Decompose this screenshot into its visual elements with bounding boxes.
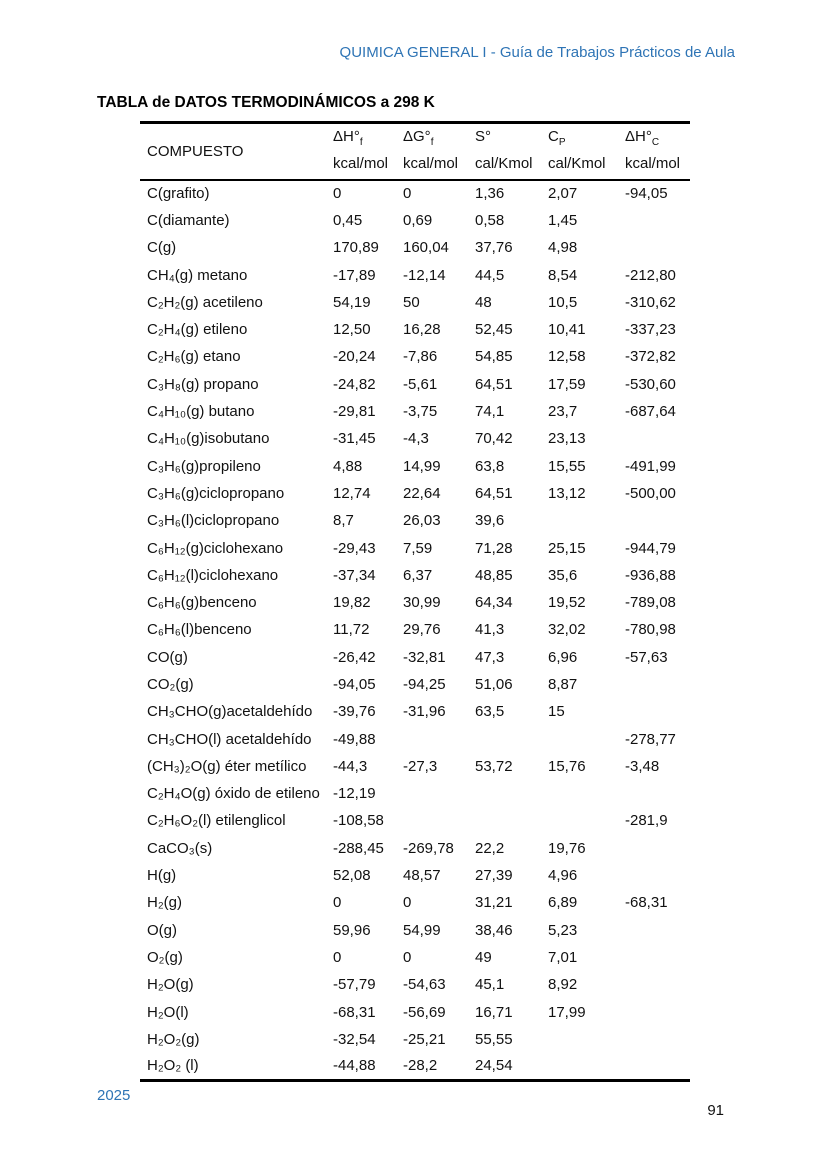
cell-dgf: 0,69 — [403, 211, 433, 229]
cell-cp — [545, 780, 622, 807]
cell-dgf: -32,81 — [403, 648, 446, 666]
cell-dhc — [622, 862, 690, 889]
cell-s: 45,1 — [475, 976, 505, 994]
cell-dhf: -12,19 — [333, 785, 376, 803]
table-body — [140, 180, 690, 1081]
cell-s: 71,28 — [475, 539, 513, 557]
cell-dhc — [622, 835, 690, 862]
cell-s: 53,72 — [475, 757, 513, 775]
page-title: TABLA de DATOS TERMODINÁMICOS a 298 K — [97, 94, 435, 111]
cell-dhf: 0 — [333, 948, 342, 966]
cell-dhf: -29,81 — [333, 403, 376, 421]
table-row — [140, 725, 690, 752]
cell-s: 39,6 — [475, 512, 505, 530]
cell-compuesto: H₂O₂ (l) — [147, 1057, 199, 1075]
cell-dgf: 160,04 — [403, 239, 449, 257]
cell-dgf — [400, 780, 472, 807]
cell-s: 24,54 — [475, 1057, 513, 1075]
cell-compuesto: C₃H₈(g) propano — [147, 375, 259, 393]
cell-dhc — [622, 507, 690, 534]
cell-compuesto: CH₃CHO(l) acetaldehído — [147, 730, 312, 748]
cell-dhc — [622, 917, 690, 944]
cell-dhc — [622, 944, 690, 971]
cell-compuesto: (CH₃)₂O(g) éter metílico — [147, 757, 307, 775]
cell-s: 63,5 — [475, 703, 505, 721]
cell-dhc — [622, 234, 690, 261]
cell-dhc — [622, 780, 690, 807]
cell-dhc: -500,00 — [625, 484, 676, 502]
cell-dgf: 0 — [403, 894, 412, 912]
cell-dgf: 50 — [403, 293, 420, 311]
cell-dhf: 52,08 — [333, 867, 371, 885]
cell-dhf: -32,54 — [333, 1030, 376, 1048]
table-row — [140, 507, 690, 534]
cell-compuesto: C₆H₆(l)benceno — [147, 621, 252, 639]
table-row — [140, 644, 690, 671]
cell-dhc: -337,23 — [625, 321, 676, 339]
cell-cp: 4,96 — [548, 867, 578, 885]
cell-dhf: -31,45 — [333, 430, 376, 448]
cell-s — [472, 780, 545, 807]
col-symbol-sub: P — [558, 137, 566, 149]
cell-dhf: -44,88 — [333, 1057, 376, 1075]
cell-s: 70,42 — [475, 430, 513, 448]
table-row — [140, 698, 690, 725]
cell-dhf: 59,96 — [333, 921, 371, 939]
table-row — [140, 1053, 690, 1080]
cell-dhc: -310,62 — [625, 293, 676, 311]
table-row — [140, 534, 690, 561]
cell-dhc: -3,48 — [625, 757, 660, 775]
cell-s — [472, 725, 545, 752]
cell-dgf: 30,99 — [403, 594, 441, 612]
cell-s: 0,58 — [475, 211, 505, 229]
col-unit-s: cal/Kmol — [475, 155, 533, 173]
cell-cp: 17,99 — [548, 1003, 586, 1021]
cell-compuesto: H(g) — [147, 867, 177, 885]
cell-s: 38,46 — [475, 921, 513, 939]
thermodynamic-table-container — [140, 121, 690, 1082]
col-symbol-sub: f — [359, 137, 363, 149]
thermodynamic-table — [140, 121, 690, 1082]
col-symbol-s — [475, 129, 545, 148]
cell-dgf: -56,69 — [403, 1003, 446, 1021]
col-symbol-sub: f — [430, 137, 434, 149]
table-row — [140, 889, 690, 916]
table-row — [140, 807, 690, 834]
cell-s: 49 — [475, 948, 492, 966]
cell-dgf: -94,25 — [403, 675, 446, 693]
table-row — [140, 616, 690, 643]
cell-dgf: -54,63 — [403, 976, 446, 994]
cell-dhf: -68,31 — [333, 1003, 376, 1021]
cell-cp: 15,55 — [548, 457, 586, 475]
col-symbol-main: ΔH° — [625, 128, 652, 146]
cell-dgf: 14,99 — [403, 457, 441, 475]
column-header-dgf — [400, 123, 472, 180]
col-symbol-main: C — [548, 128, 559, 146]
cell-cp: 17,59 — [548, 375, 586, 393]
cell-compuesto: C₃H₆(g)ciclopropano — [147, 484, 285, 502]
cell-cp: 4,98 — [548, 239, 578, 257]
cell-cp: 2,07 — [548, 185, 578, 203]
cell-cp: 10,41 — [548, 321, 586, 339]
cell-cp: 15,76 — [548, 757, 586, 775]
col-symbol-cp — [548, 129, 622, 148]
cell-cp: 8,87 — [548, 675, 578, 693]
cell-dhc — [622, 698, 690, 725]
cell-compuesto: C₆H₁₂(g)ciclohexano — [147, 539, 284, 557]
cell-compuesto: C₃H₆(l)ciclopropano — [147, 512, 280, 530]
cell-dgf: 26,03 — [403, 512, 441, 530]
cell-compuesto: C₄H₁₀(g) butano — [147, 403, 255, 421]
col-unit-dhf: kcal/mol — [333, 155, 389, 173]
table-row — [140, 562, 690, 589]
cell-dgf: -269,78 — [403, 839, 454, 857]
col-unit-dgf: kcal/mol — [403, 155, 459, 173]
table-header — [140, 123, 690, 180]
cell-dgf: 29,76 — [403, 621, 441, 639]
cell-dhf: 19,82 — [333, 594, 371, 612]
table-row — [140, 780, 690, 807]
cell-dgf — [400, 725, 472, 752]
cell-cp: 8,54 — [548, 266, 578, 284]
table-row — [140, 835, 690, 862]
cell-dhf: 4,88 — [333, 457, 363, 475]
table-row — [140, 862, 690, 889]
cell-dhf: -108,58 — [333, 812, 384, 830]
cell-cp: 6,96 — [548, 648, 578, 666]
cell-compuesto: O₂(g) — [147, 948, 183, 966]
cell-s: 63,8 — [475, 457, 505, 475]
table-row — [140, 917, 690, 944]
cell-cp — [545, 725, 622, 752]
cell-compuesto: CH₃CHO(g)acetaldehído — [147, 703, 313, 721]
cell-dgf: 48,57 — [403, 867, 441, 885]
cell-compuesto: O(g) — [147, 921, 177, 939]
page-number: 91 — [707, 1102, 724, 1119]
cell-cp: 23,7 — [548, 403, 578, 421]
cell-dhc: -57,63 — [625, 648, 668, 666]
cell-s: 54,85 — [475, 348, 513, 366]
cell-compuesto: H₂O₂(g) — [147, 1030, 200, 1048]
column-header-s — [472, 123, 545, 180]
cell-cp — [545, 507, 622, 534]
cell-dhc: -789,08 — [625, 594, 676, 612]
col-unit-cp: cal/Kmol — [548, 155, 606, 173]
cell-dhc: -936,88 — [625, 566, 676, 584]
cell-s: 41,3 — [475, 621, 505, 639]
table-row — [140, 261, 690, 288]
cell-s: 64,51 — [475, 375, 513, 393]
cell-compuesto: CaCO₃(s) — [147, 839, 213, 857]
cell-dgf — [400, 807, 472, 834]
cell-compuesto: C₂H₆O₂(l) etilenglicol — [147, 812, 286, 830]
cell-dgf: 0 — [403, 185, 412, 203]
cell-compuesto: C₃H₆(g)propileno — [147, 457, 261, 475]
cell-dhc: -780,98 — [625, 621, 676, 639]
cell-compuesto: C₂H₂(g) acetileno — [147, 293, 263, 311]
col-unit-dhc: kcal/mol — [625, 155, 681, 173]
cell-dhc — [622, 671, 690, 698]
cell-s: 48,85 — [475, 566, 513, 584]
cell-s: 27,39 — [475, 867, 513, 885]
cell-dhf: -20,24 — [333, 348, 376, 366]
cell-cp: 19,52 — [548, 594, 586, 612]
cell-dgf: 22,64 — [403, 484, 441, 502]
table-row — [140, 343, 690, 370]
cell-compuesto: H₂O(g) — [147, 976, 194, 994]
cell-dhf: 8,7 — [333, 512, 354, 530]
cell-compuesto: CO(g) — [147, 648, 188, 666]
footer-year: 2025 — [97, 1087, 131, 1104]
column-header-compuesto: COMPUESTO — [147, 142, 244, 160]
cell-dhc: -491,99 — [625, 457, 676, 475]
table-row — [140, 671, 690, 698]
cell-s: 64,34 — [475, 594, 513, 612]
cell-dgf: -7,86 — [403, 348, 438, 366]
cell-cp: 25,15 — [548, 539, 586, 557]
cell-dhc: -687,64 — [625, 403, 676, 421]
cell-compuesto: C₂H₄O(g) óxido de etileno — [147, 785, 320, 803]
cell-cp: 32,02 — [548, 621, 586, 639]
table-row — [140, 398, 690, 425]
cell-cp: 13,12 — [548, 484, 586, 502]
cell-s: 22,2 — [475, 839, 505, 857]
table-row — [140, 452, 690, 479]
table-row — [140, 589, 690, 616]
cell-dhf: -288,45 — [333, 839, 384, 857]
cell-dhc — [622, 425, 690, 452]
table-row — [140, 753, 690, 780]
cell-dhf: 54,19 — [333, 293, 371, 311]
cell-dgf: -31,96 — [403, 703, 446, 721]
cell-compuesto: C(diamante) — [147, 211, 230, 229]
cell-compuesto: C₂H₆(g) etano — [147, 348, 241, 366]
cell-s: 51,06 — [475, 675, 513, 693]
cell-s — [472, 807, 545, 834]
col-symbol-main: ΔG° — [403, 128, 431, 146]
table-row — [140, 971, 690, 998]
cell-compuesto: C₆H₆(g)benceno — [147, 594, 257, 612]
cell-compuesto: CO₂(g) — [147, 675, 194, 693]
column-header-dhf — [330, 123, 400, 180]
header-row — [140, 123, 690, 180]
cell-cp: 23,13 — [548, 430, 586, 448]
cell-dhc — [622, 998, 690, 1025]
col-symbol-dhf — [333, 129, 400, 148]
cell-cp: 10,5 — [548, 293, 578, 311]
cell-s: 52,45 — [475, 321, 513, 339]
cell-dhc: -68,31 — [625, 894, 668, 912]
cell-s: 74,1 — [475, 403, 505, 421]
cell-s: 44,5 — [475, 266, 505, 284]
cell-dgf: -28,2 — [403, 1057, 438, 1075]
cell-dhf: 0 — [333, 894, 342, 912]
cell-dhc: -372,82 — [625, 348, 676, 366]
cell-dhf: 0 — [333, 185, 342, 203]
cell-cp: 15 — [548, 703, 565, 721]
cell-dhf: -49,88 — [333, 730, 376, 748]
cell-dhf: -17,89 — [333, 266, 376, 284]
table-row — [140, 371, 690, 398]
cell-dhf: -37,34 — [333, 566, 376, 584]
cell-cp: 8,92 — [548, 976, 578, 994]
cell-dgf: 16,28 — [403, 321, 441, 339]
cell-dgf: -3,75 — [403, 403, 438, 421]
table-row — [140, 1026, 690, 1053]
table-row — [140, 998, 690, 1025]
cell-dhf: 0,45 — [333, 211, 363, 229]
document-header: QUIMICA GENERAL I - Guía de Trabajos Prácticos de Aula — [339, 44, 735, 61]
cell-cp — [545, 1053, 622, 1080]
cell-dhc — [622, 1053, 690, 1080]
cell-s: 55,55 — [475, 1030, 513, 1048]
column-header-cp — [545, 123, 622, 180]
cell-dgf: 6,37 — [403, 566, 433, 584]
cell-dhc: -281,9 — [625, 812, 668, 830]
cell-dhc: -212,80 — [625, 266, 676, 284]
table-row — [140, 316, 690, 343]
cell-dhc: -944,79 — [625, 539, 676, 557]
cell-s: 31,21 — [475, 894, 513, 912]
cell-dhf: 12,50 — [333, 321, 371, 339]
cell-dgf: -27,3 — [403, 757, 438, 775]
cell-dhc — [622, 971, 690, 998]
col-symbol-dhc — [625, 129, 690, 148]
table-row — [140, 207, 690, 234]
table-row — [140, 480, 690, 507]
cell-compuesto: H₂O(l) — [147, 1003, 189, 1021]
cell-s: 1,36 — [475, 185, 505, 203]
cell-s: 64,51 — [475, 484, 513, 502]
cell-dhc — [622, 1026, 690, 1053]
cell-dhf: -39,76 — [333, 703, 376, 721]
cell-compuesto: C₄H₁₀(g)isobutano — [147, 430, 270, 448]
cell-dhf: 170,89 — [333, 239, 379, 257]
cell-cp: 6,89 — [548, 894, 578, 912]
cell-compuesto: H₂(g) — [147, 894, 182, 912]
cell-dhc: -278,77 — [625, 730, 676, 748]
cell-s: 16,71 — [475, 1003, 513, 1021]
table-row — [140, 425, 690, 452]
cell-cp: 7,01 — [548, 948, 578, 966]
cell-dhc: -94,05 — [625, 185, 668, 203]
col-symbol-dgf — [403, 129, 472, 148]
table-row — [140, 944, 690, 971]
col-symbol-sub: C — [651, 137, 660, 149]
cell-cp: 5,23 — [548, 921, 578, 939]
cell-dhf: -44,3 — [333, 757, 368, 775]
cell-cp: 35,6 — [548, 566, 578, 584]
cell-compuesto: CH₄(g) metano — [147, 266, 248, 284]
cell-dgf: -12,14 — [403, 266, 446, 284]
cell-dhf: 12,74 — [333, 484, 371, 502]
cell-dgf: 54,99 — [403, 921, 441, 939]
cell-compuesto: C₂H₄(g) etileno — [147, 321, 248, 339]
cell-cp — [545, 807, 622, 834]
cell-s: 37,76 — [475, 239, 513, 257]
cell-dgf: -25,21 — [403, 1030, 446, 1048]
cell-dhf: -24,82 — [333, 375, 376, 393]
table-row — [140, 234, 690, 261]
cell-cp: 12,58 — [548, 348, 586, 366]
cell-dhf: 11,72 — [333, 621, 370, 639]
cell-compuesto: C(grafito) — [147, 185, 210, 203]
cell-s: 47,3 — [475, 648, 505, 666]
cell-compuesto: C₆H₁₂(l)ciclohexano — [147, 566, 279, 584]
cell-compuesto: C(g) — [147, 239, 177, 257]
cell-dgf: 7,59 — [403, 539, 433, 557]
cell-dgf: 0 — [403, 948, 412, 966]
cell-s: 48 — [475, 293, 492, 311]
cell-dhf: -26,42 — [333, 648, 376, 666]
col-symbol-main: S° — [475, 128, 492, 146]
column-header-dhc — [622, 123, 690, 180]
cell-cp — [545, 1026, 622, 1053]
col-symbol-main: ΔH° — [333, 128, 360, 146]
cell-dhf: -94,05 — [333, 675, 376, 693]
cell-dhf: -57,79 — [333, 976, 376, 994]
cell-dgf: -5,61 — [403, 375, 438, 393]
cell-cp: 19,76 — [548, 839, 586, 857]
cell-dgf: -4,3 — [403, 430, 429, 448]
cell-cp: 1,45 — [548, 211, 578, 229]
table-row — [140, 180, 690, 207]
cell-dhf: -29,43 — [333, 539, 376, 557]
table-row — [140, 289, 690, 316]
cell-dhc — [622, 207, 690, 234]
cell-dhc: -530,60 — [625, 375, 676, 393]
